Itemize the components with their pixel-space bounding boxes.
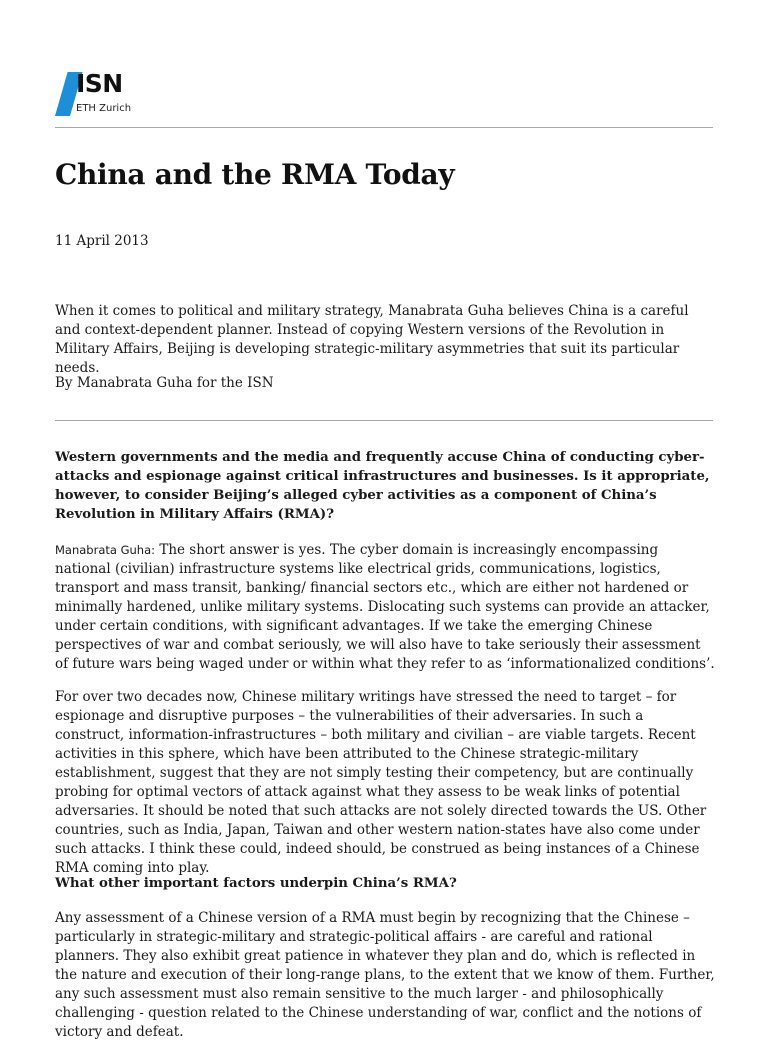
article-date: 11 April 2013 [55, 233, 149, 249]
logo-subtitle: ETH Zurich [76, 103, 132, 114]
isn-logo [55, 71, 155, 117]
interview-answer-3: Any assessment of a Chinese version of a RMA must begin by recognizing that the Chinese – particularly in strategic-military and strategic-political affairs - are careful and rational planners. They also exhibit great patience in whatever they plan and do, which is reflected in the nature and execution of their long-range plans, to the extent that we know of them. Further, any such assessment must also remain sensitive to the much larger - and philosophically challenging - question related to the Chinese understanding of war, conflict and the notions of victory and defeat. [55, 910, 715, 1040]
interview-question-2: What other important factors underpin China’s RMA? [55, 876, 457, 891]
interview-answer-1 [55, 541, 715, 674]
speaker-label: Manabrata Guha: [55, 543, 156, 557]
interview-question-1: Western governments and the media and frequently accuse China of conducting cyber-attacks and espionage against critical infrastructures and businesses. Is it appropriate, however, to consider Beijing’s alleged cyber activities as a component of China’s Revolution in Military Affairs (RMA)? [55, 450, 710, 522]
body-divider [55, 420, 713, 421]
interview-answer-2: For over two decades now, Chinese military writings have stressed the need to target – for espionage and disruptive purposes – the vulnerabilities of their adversaries. In such a construct, information-infrastructures – both military and civilian – are viable targets. Recent activities in this sphere, which have been attributed to the Chinese strategic-military establishment, suggest that they are not simply testing their competency, but are continually probing for optimal vectors of attack against what they assess to be weak links of potential adversaries. It should be noted that such attacks are not solely directed towards the US. Other countries, such as India, Japan, Taiwan and other western nation-states have also come under such attacks. I think these could, indeed should, be construed as being instances of a Chinese RMA coming into play. [55, 689, 707, 876]
logo-name: ISN [76, 69, 123, 98]
article-title: China and the RMA Today [55, 158, 455, 191]
header-divider [55, 127, 713, 128]
article-byline: By Manabrata Guha for the ISN [55, 375, 274, 391]
answer-1-text: The short answer is yes. The cyber domain is increasingly encompassing national (civilian) infrastructure systems like electrical grids, communications, logistics, transport and mass transit, banking/ financial sectors etc., which are either not hardened or minimally hardened, unlike military systems. Dislocating such systems can provide an attacker, under certain conditions, with significant advantages. If we take the emerging Chinese perspectives of war and combat seriously, we will also have to take seriously their assessment of future wars being waged under or within what they refer to as ‘informationalized conditions’. [55, 542, 715, 672]
article-lede: When it comes to political and military strategy, Manabrata Guha believes China is a careful and context-dependent planner. Instead of copying Western versions of the Revolution in Military Affairs, Beijing is developing strategic-military asymmetries that suit its particular needs. [55, 303, 689, 376]
